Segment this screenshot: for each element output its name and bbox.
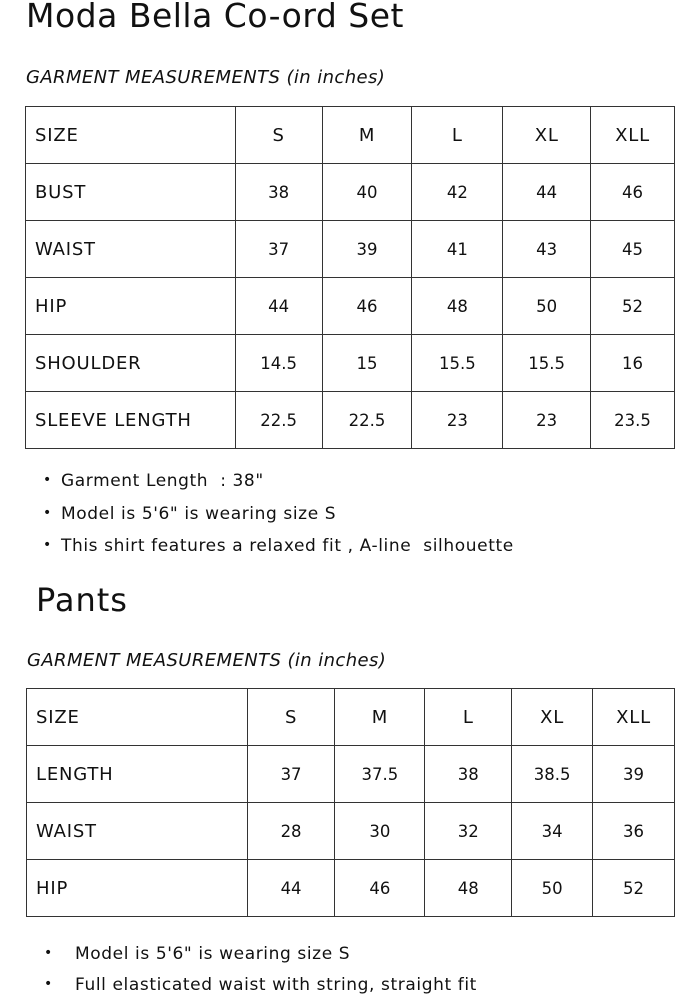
table-cell: 44 [247,860,335,917]
column-header: M [322,107,412,164]
table-header-row [26,107,675,164]
table-row [27,803,675,860]
table-cell: 16 [591,335,675,392]
table-cell: 46 [335,860,425,917]
list-item [43,471,514,504]
subtitle-label: GARMENT MEASUREMENTS [27,650,282,671]
list-item [44,944,477,975]
table-row [27,860,675,917]
table-row [26,278,675,335]
table-cell: 23.5 [591,392,675,449]
column-header: SIZE [27,689,248,746]
pants-notes-list [44,944,477,1006]
set-notes-list [43,471,514,569]
set-measurements-subtitle [26,67,385,88]
note-text: Full elasticated waist with string, straight fit [75,975,477,995]
table-cell: 23 [412,392,503,449]
table-cell: 37 [247,746,335,803]
table-cell: 22.5 [235,392,322,449]
column-header: XLL [593,689,675,746]
table-cell: 52 [593,860,675,917]
table-cell: 42 [412,164,503,221]
column-header: L [412,107,503,164]
row-label: HIP [26,278,236,335]
table-cell: 52 [591,278,675,335]
table-cell: 14.5 [235,335,322,392]
table-cell: 45 [591,221,675,278]
row-label: LENGTH [27,746,248,803]
table-cell: 37.5 [335,746,425,803]
row-label: HIP [27,860,248,917]
table-cell: 34 [512,803,593,860]
table-cell: 38.5 [512,746,593,803]
table-row [26,392,675,449]
pants-measurements-subtitle [27,650,386,671]
bullet-icon: • [44,945,53,961]
bullet-icon: • [43,537,52,553]
table-cell: 15 [322,335,412,392]
bullet-icon: • [43,504,52,521]
column-header: S [247,689,335,746]
table-cell: 28 [247,803,335,860]
table-cell: 44 [235,278,322,335]
table-cell: 15.5 [412,335,503,392]
list-item [44,975,477,1006]
table-cell: 36 [593,803,675,860]
table-cell: 32 [425,803,512,860]
note-text: This shirt features a relaxed fit , A-line silhouette [61,536,514,556]
table-cell: 39 [322,221,412,278]
table-cell: 39 [593,746,675,803]
table-cell: 22.5 [322,392,412,449]
column-header: XLL [591,107,675,164]
column-header: S [235,107,322,164]
table-row [26,164,675,221]
row-label: SLEEVE LENGTH [26,392,236,449]
table-cell: 41 [412,221,503,278]
table-cell: 46 [322,278,412,335]
list-item [43,503,514,537]
column-header: M [335,689,425,746]
column-header: SIZE [26,107,236,164]
set-title: Moda Bella Co-ord Set [26,0,404,35]
table-cell: 40 [322,164,412,221]
row-label: WAIST [26,221,236,278]
table-cell: 48 [425,860,512,917]
table-cell: 44 [503,164,591,221]
table-cell: 50 [503,278,591,335]
column-header: XL [512,689,593,746]
note-text: Garment Length : 38" [61,471,264,491]
pants-title: Pants [36,581,128,619]
bullet-icon: • [43,472,52,488]
note-text: Model is 5'6" is wearing size S [61,503,337,524]
table-cell: 48 [412,278,503,335]
row-label: WAIST [27,803,248,860]
table-cell: 37 [235,221,322,278]
pants-size-table [26,688,675,917]
subtitle-label: GARMENT MEASUREMENTS [26,67,281,88]
table-row [26,335,675,392]
table-cell: 15.5 [503,335,591,392]
column-header: L [425,689,512,746]
list-item [43,536,514,569]
table-cell: 30 [335,803,425,860]
table-cell: 46 [591,164,675,221]
table-cell: 50 [512,860,593,917]
set-size-table [25,106,675,449]
bullet-icon: • [44,976,53,992]
table-header-row [27,689,675,746]
table-cell: 43 [503,221,591,278]
column-header: XL [503,107,591,164]
table-row [26,221,675,278]
subtitle-unit: (in inches) [286,67,386,88]
row-label: SHOULDER [26,335,236,392]
table-cell: 38 [235,164,322,221]
subtitle-unit: (in inches) [287,650,387,671]
row-label: BUST [26,164,236,221]
table-row [27,746,675,803]
table-cell: 23 [503,392,591,449]
table-cell: 38 [425,746,512,803]
note-text: Model is 5'6" is wearing size S [75,944,351,964]
